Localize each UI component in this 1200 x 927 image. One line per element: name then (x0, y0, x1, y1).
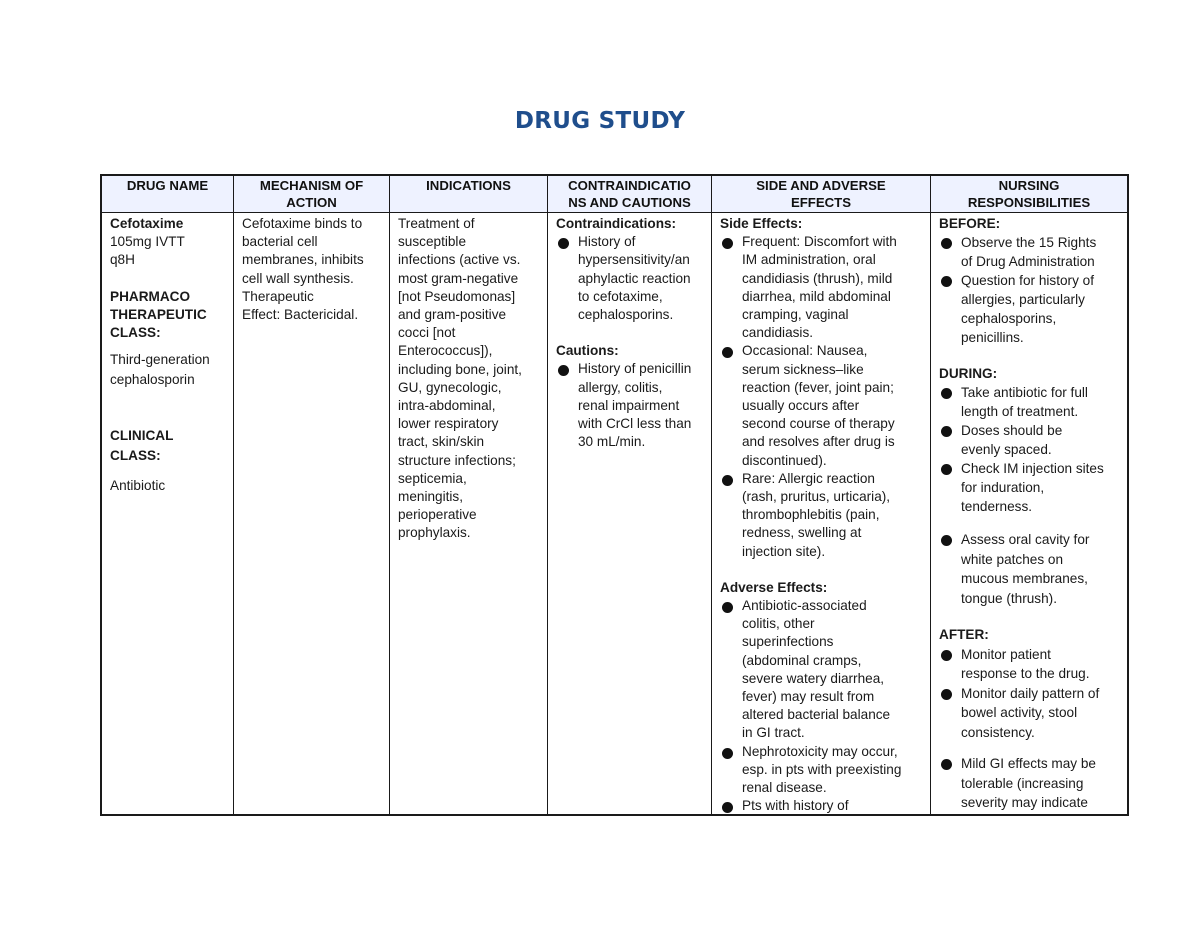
list-item: Monitor daily pattern of bowel activity, stool consistency. (939, 684, 1121, 743)
after-label: AFTER: (939, 627, 989, 643)
header-side-adverse-effects: SIDE AND ADVERSE EFFECTS (712, 176, 931, 212)
list-item: Monitor patient response to the drug. (939, 645, 1121, 684)
list-item: Occasional: Nausea, serum sickness–like reaction (fever, joint pain; usually occurs after second course of therapy and resolves after drug is discontinued). (720, 342, 924, 469)
table-row (102, 213, 1127, 814)
contraindications-label: Contraindications: (556, 216, 677, 231)
header-indications: INDICATIONS (390, 176, 548, 212)
drug-name-cell: Cefotaxime 105mg IVTT q8H PHARMACO THERAPEUTIC CLASS: Third-generation cephalosporin CLINICAL CLASS: Antibiotic (102, 213, 234, 814)
header-mechanism: MECHANISM OF ACTION (234, 176, 390, 212)
list-item: Take antibiotic for full length of treatment. (939, 383, 1121, 421)
list-item: Doses should be evenly spaced. (939, 421, 1121, 459)
header-drug-name: DRUG NAME (102, 176, 234, 212)
list-item: Pts with history of (720, 797, 924, 814)
list-item: History of penicillin allergy, colitis, renal impairment with CrCl less than 30 mL/min. (556, 360, 705, 451)
drug-study-table (100, 174, 1129, 816)
header-contraindications: CONTRAINDICATIO NS AND CAUTIONS (548, 176, 712, 212)
nursing-cell (931, 213, 1127, 814)
mechanism-cell: Cefotaxime binds to bacterial cell membranes, inhibits cell wall synthesis. Therapeutic Effect: Bactericidal. (234, 213, 390, 814)
list-item: Nephrotoxicity may occur, esp. in pts with preexisting renal disease. (720, 743, 924, 798)
drug-name: Cefotaxime (110, 216, 184, 231)
indications-cell: Treatment of susceptible infections (active vs. most gram-negative [not Pseudomonas] and gram-positive cocci [not Enterococcus]), including bone, joint, GU, gynecologic, intra-abdominal, lower respiratory tract, skin/skin structure infections; septicemia, meningitis, perioperative prophylaxis. (390, 213, 548, 814)
page-title: DRUG STUDY (514, 108, 686, 134)
list-item: Mild GI effects may be tolerable (increasing severity may indicate (939, 754, 1121, 813)
clinical-class-label: CLINICAL (110, 428, 174, 444)
drug-frequency: q8H (110, 252, 135, 268)
list-item: Assess oral cavity for white patches on mucous membranes, tongue (thrush). (939, 530, 1121, 608)
during-label: DURING: (939, 366, 998, 382)
list-item: Question for history of allergies, particularly cephalosporins, penicillins. (939, 271, 1121, 347)
pharmaco-class-label: PHARMACO (110, 288, 191, 304)
side-effects-label: Side Effects: (720, 216, 803, 231)
before-label: BEFORE: (939, 216, 1001, 231)
cautions-label: Cautions: (556, 343, 619, 359)
clinical-class-value: Antibiotic (110, 478, 166, 494)
contraindications-cell (548, 213, 712, 814)
list-item: Frequent: Discomfort with IM administration, oral candidiasis (thrush), mild diarrhea, mild abdominal cramping, vaginal candidiasis. (720, 233, 924, 342)
list-item: History of hypersensitivity/an aphylactic reaction to cefotaxime, cephalosporins. (556, 233, 705, 324)
list-item: Check IM injection sites for induration, tenderness. (939, 459, 1121, 516)
table-header-row (102, 176, 1127, 213)
list-item: Observe the 15 Rights of Drug Administration (939, 233, 1121, 271)
header-nursing-responsibilities: NURSING RESPONSIBILITIES (967, 178, 1091, 210)
list-item: Rare: Allergic reaction (rash, pruritus, urticaria), thrombophlebitis (pain, redness, swelling at injection site). (720, 470, 924, 561)
list-item: Antibiotic-associated colitis, other superinfections (abdominal cramps, severe watery diarrhea, fever) may result from altered bacterial balance in GI tract. (720, 597, 924, 743)
drug-dose: 105mg IVTT (110, 234, 185, 250)
pharmaco-class-value: Third-generation (110, 352, 210, 368)
adverse-effects-label: Adverse Effects: (720, 579, 828, 595)
effects-cell (712, 213, 931, 814)
